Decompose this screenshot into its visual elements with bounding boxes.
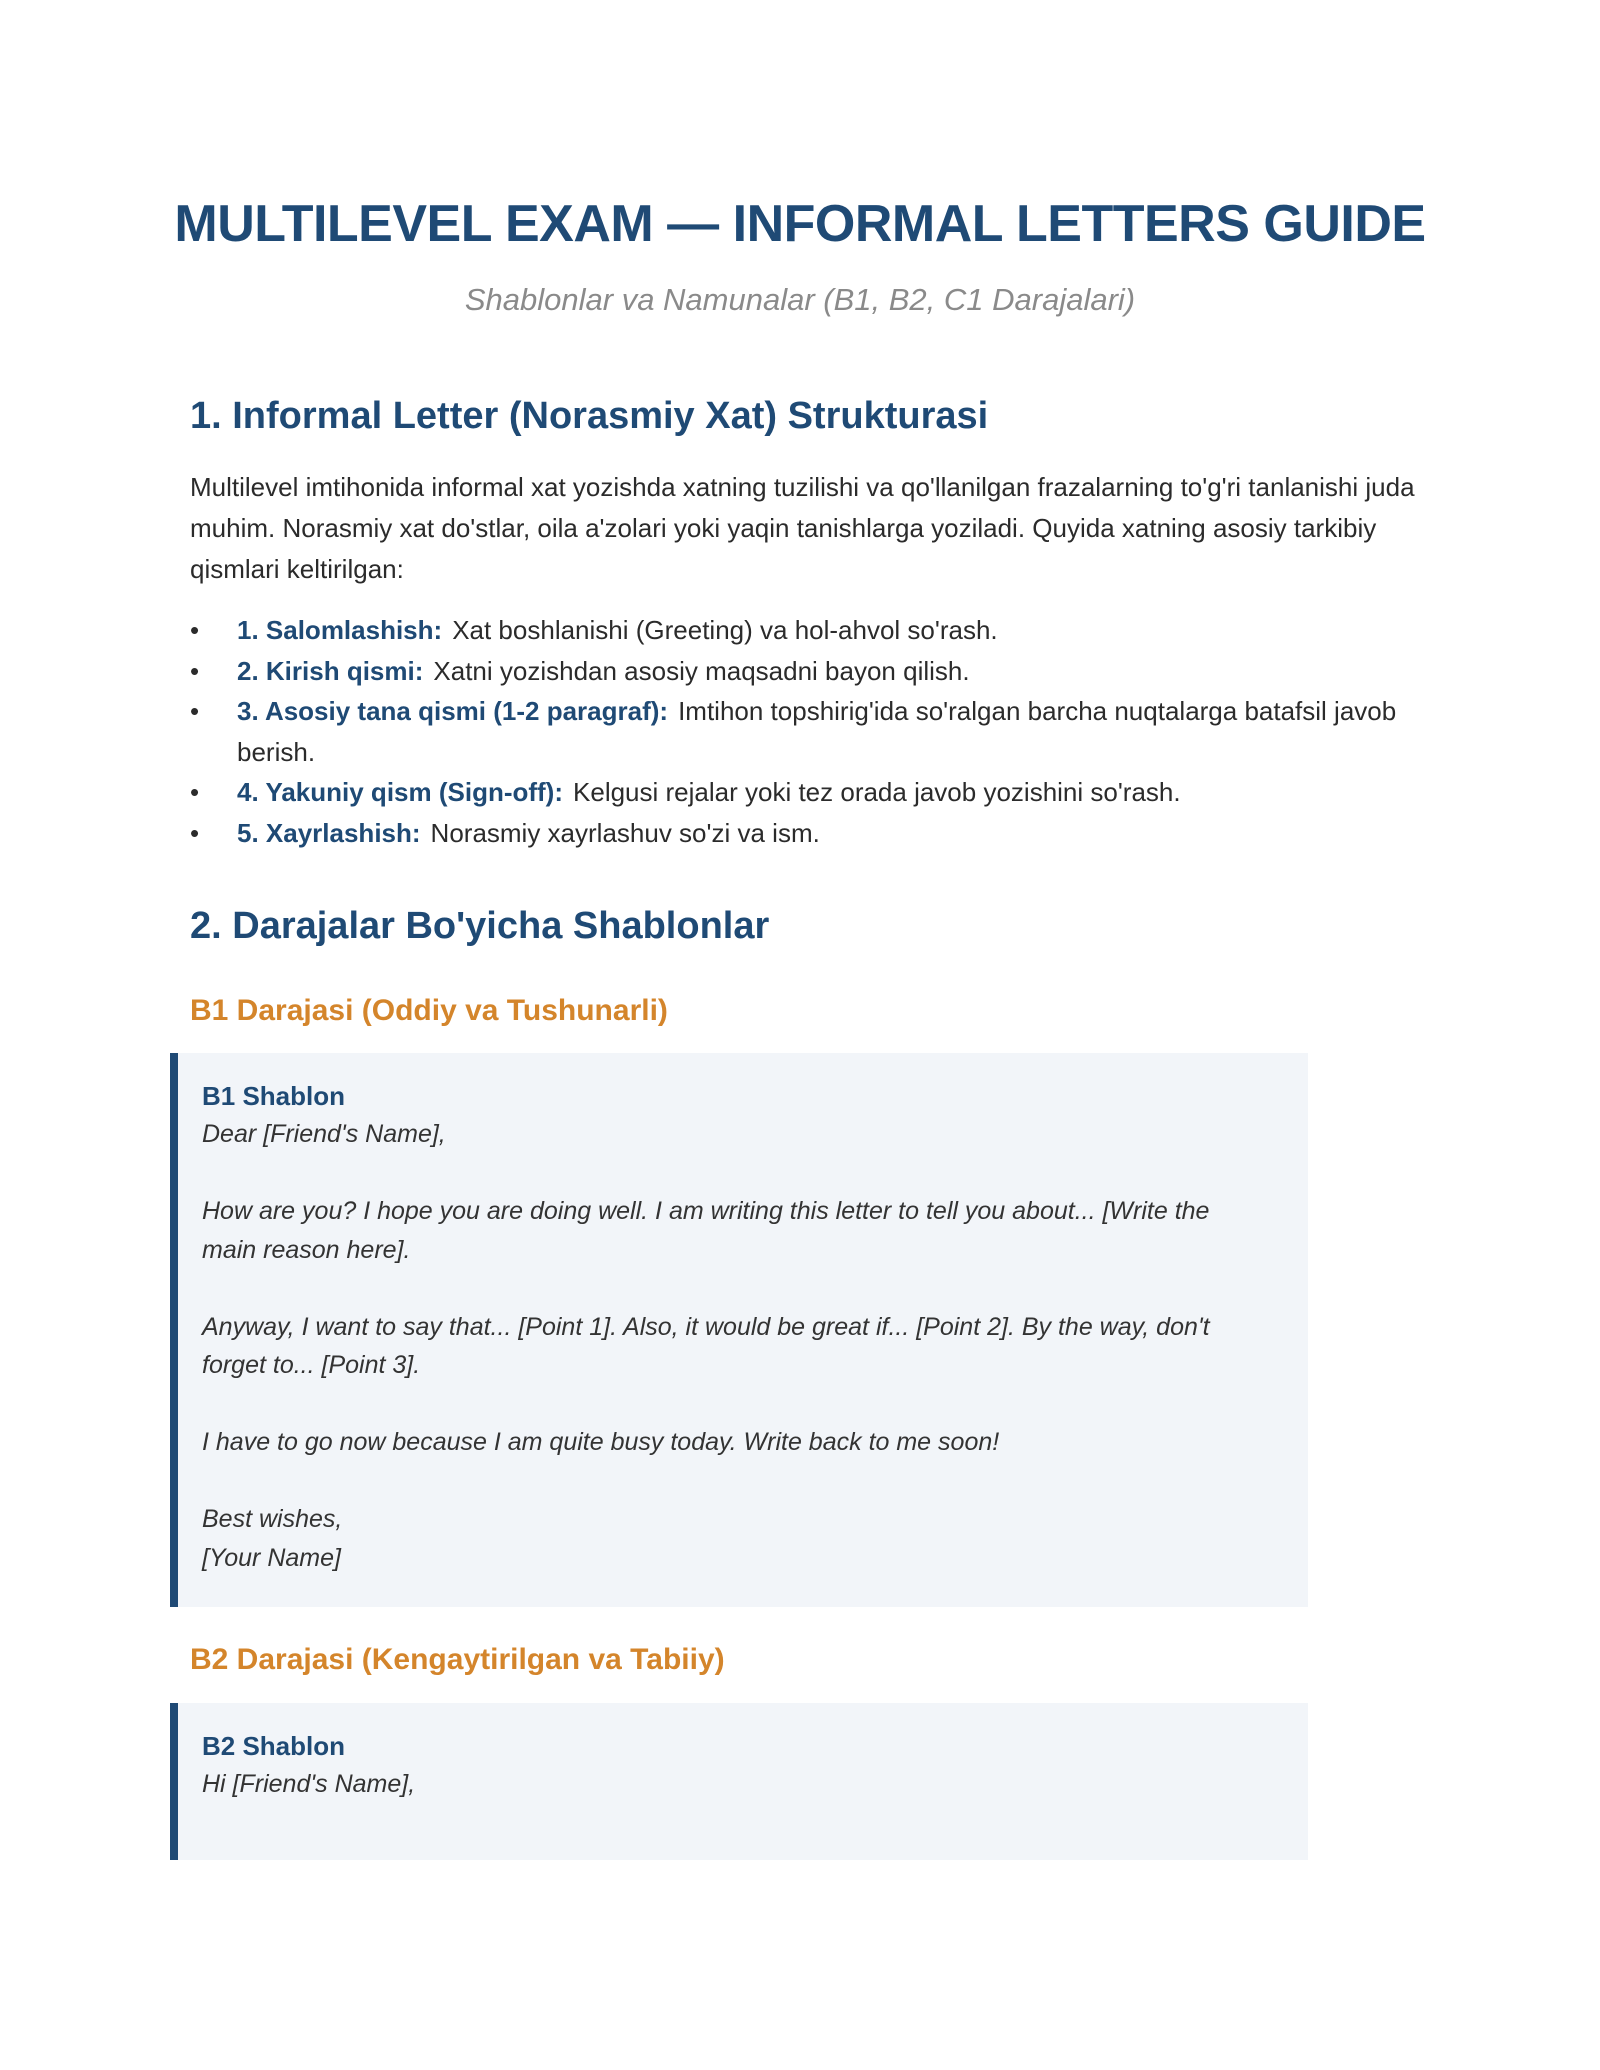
bullet-icon: • xyxy=(190,696,200,726)
template-line: forget to... [Point 3]. xyxy=(202,1351,421,1379)
template-line: Hi [Friend's Name], xyxy=(202,1770,416,1798)
bullet-icon: • xyxy=(190,655,200,686)
template-line xyxy=(202,1154,1284,1193)
template-line: [Your Name] xyxy=(202,1543,341,1572)
template-line: I have to go now because I am quite busy today. Write back to me soon! xyxy=(202,1428,1000,1456)
b1-template-box xyxy=(170,1053,1308,1607)
list-item: • 1. Salomlashish: Xat boshlanishi (Greeting) va hol-ahvol so'rash. xyxy=(190,610,1430,651)
section1-heading: 1. Informal Letter (Norasmiy Xat) Strukturasi xyxy=(190,395,989,437)
b2-heading: B2 Darajasi (Kengaytirilgan va Tabiiy) xyxy=(190,1643,725,1676)
template-line: How are you? I hope you are doing well. I am writing this letter to tell you about... [Write the xyxy=(202,1197,1210,1225)
section2-heading: 2. Darajalar Bo'yicha Shablonlar xyxy=(190,905,770,947)
template-line xyxy=(202,1385,1284,1424)
list-item: • 4. Yakuniy qism (Sign-off): Kelgusi rejalar yoki tez orada javob yozishini so'rash. xyxy=(190,772,1430,813)
bullet-icon: • xyxy=(190,817,200,848)
list-item: • 3. Asosiy tana qismi (1-2 paragraf): Imtihon topshirig'ida so'ralgan barcha nuqtalarga batafsil javob berish. xyxy=(190,691,1430,772)
section1-paragraph: Multilevel imtihonida informal xat yozishda xatning tuzilishi va qo'llanilgan frazalarning to'g'ri tanlanishi juda muhim. Norasmiy xat do'stlar, oila a'zolari yoki yaqin tanishlarga yoziladi. Quyida xatning asosiy tarkibiy qismlari keltirilgan: xyxy=(190,472,1415,584)
document-subtitle: Shablonlar va Namunalar (B1, B2, C1 Darajalari) xyxy=(464,282,1136,317)
b1-box-title: B1 Shablon xyxy=(202,1081,346,1111)
template-line xyxy=(202,1462,1284,1501)
b2-template-box xyxy=(170,1703,1308,1860)
template-line: main reason here]. xyxy=(202,1235,411,1264)
bullet-icon: • xyxy=(190,615,200,645)
template-line xyxy=(202,1269,1284,1308)
structure-list xyxy=(190,610,1430,853)
document-title: MULTILEVEL EXAM — INFORMAL LETTERS GUIDE xyxy=(174,195,1426,253)
bullet-icon: • xyxy=(190,777,200,807)
template-line: Best wishes, xyxy=(202,1505,343,1533)
template-line: Anyway, I want to say that... [Point 1]. Also, it would be great if... [Point 2]. By the way, don't xyxy=(202,1312,1210,1341)
b1-heading: B1 Darajasi (Oddiy va Tushunarli) xyxy=(190,994,668,1027)
b2-box-title: B2 Shablon xyxy=(202,1731,346,1761)
list-item: • 5. Xayrlashish: Norasmiy xayrlashuv so'zi va ism. xyxy=(190,813,1430,854)
template-line: Dear [Friend's Name], xyxy=(202,1120,446,1148)
list-item: • 2. Kirish qismi: Xatni yozishdan asosiy maqsadni bayon qilish. xyxy=(190,651,1430,692)
